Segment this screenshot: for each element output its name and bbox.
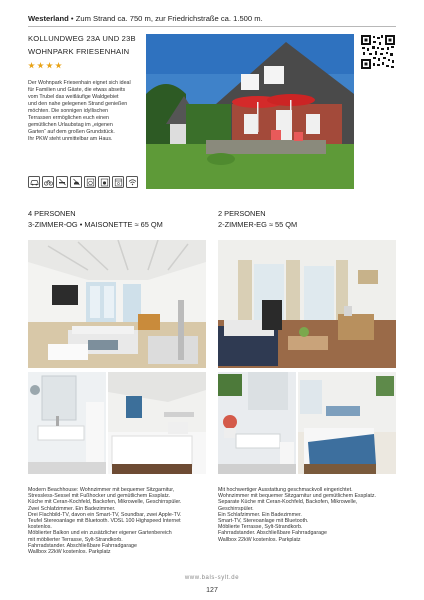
no-smoking-icon (56, 176, 68, 188)
apartment-2-description (218, 487, 406, 543)
description-line: Wallbox 22kW kostenlos. Parkplatz (28, 549, 111, 556)
apartment-2-rooms: 2-ZIMMER-EG ≈ 55 QM (218, 220, 298, 229)
page-header (28, 14, 396, 23)
apartment-1-persons: 4 PERSONEN (28, 209, 76, 218)
apartment-2-persons: 2 PERSONEN (218, 209, 266, 218)
header-divider (28, 26, 396, 27)
description-line: Separate Küche mit Ceran-Kochfeld, Backofen, Mikrowelle, (218, 499, 358, 506)
apartment-2-bathroom-photo (218, 372, 296, 474)
star-icon (55, 62, 62, 69)
house-exterior-photo (146, 34, 354, 189)
description-line: Ein Schlafzimmer. Ein Badezimmer. (218, 511, 302, 518)
description-line: Wallbox 22kW kostenlos. Parkplatz (218, 536, 301, 543)
intro-line: Garten“ auf dem großen Grundstück. (28, 129, 115, 135)
intro-line: und den nahe gelegenen Strand genießen (28, 101, 128, 107)
description-line: Teufel Stereoanlage mit Bluetooth. VDSL 100 Highspeed Internet (28, 518, 181, 525)
intro-line: Terrassen ermöglichen euch einen (28, 115, 109, 121)
description-line: Wohnzimmer mit bequemer Sitzgarnitur und gemütlichem Essplatz. (218, 493, 376, 500)
dryer-icon (98, 176, 110, 188)
no-pets-icon (70, 176, 82, 188)
intro-line: für Familien und Gäste, die etwas abseits (28, 87, 126, 93)
description-line: Zwei Schlafzimmer. Ein Badezimmer. (28, 505, 116, 512)
page-number: 127 (206, 587, 218, 594)
description-line: Stressless-Sessel mit Fußhocker und gemütlichem Essplatz. (28, 493, 171, 500)
apartment-1-living-room-photo (28, 240, 206, 368)
header-separator: • (70, 14, 74, 23)
property-intro (28, 80, 140, 143)
intro-line: möchten. Die sonnigen idyllischen (28, 108, 109, 114)
dishwasher-icon (112, 176, 124, 188)
description-line: Drei Flachbild-TV, davon ein Smart-TV, Soundbar, zwei Apple-TV. (28, 511, 182, 518)
description-line: kostenlos. (28, 524, 52, 531)
apartment-1-bathroom-photo (28, 372, 106, 474)
star-icon (37, 62, 44, 69)
description-line: Fahrradstander. Abschließbare Fahrradgarage (218, 530, 327, 537)
intro-line: vom Trubel das weitläufige Waldgebiet (28, 94, 119, 100)
description-line: Modern Beachhouse: Wohnzimmer mit bequemer Sitzgarnitur, (28, 487, 175, 493)
apartment-2-bedroom-photo (298, 372, 396, 474)
description-line: Geschirrspüler. (218, 505, 254, 512)
website-url[interactable]: www.bals-sylt.de (184, 575, 240, 581)
description-line: Fahrradstander. Abschließbare Fahrradgarage (28, 542, 137, 549)
description-line: Möblierte Terrasse, Sylt-Strandkorb. (218, 524, 303, 531)
intro-line: Ihr PKW steht unmittelbar am Haus. (28, 136, 113, 142)
distance-info: Zum Strand ca. 750 m, zur Friedrichstraße ca. 1.500 m. (75, 14, 263, 23)
washing-machine-icon (84, 176, 96, 188)
description-line: mit möblierter Terrasse, Sylt-Strandkorb. (28, 536, 123, 543)
description-line: Smart-TV, Stereoanlage mit Bluetooth. (218, 518, 309, 525)
qr-code (360, 34, 396, 70)
star-icon (28, 62, 35, 69)
intro-line: gemütlichen Urlaubstag im „eigenen (28, 122, 113, 128)
apartment-1-bedroom-photo (108, 372, 206, 474)
property-address: KOLLUNDWEG 23A UND 23B (28, 34, 136, 43)
star-icon (46, 62, 53, 69)
description-line: Mit hochwertiger Ausstattung geschmackvoll eingerichtet. (218, 487, 353, 493)
amenity-icons (28, 176, 138, 188)
intro-line: Der Wohnpark Friesenhain eignet sich ideal (28, 80, 131, 86)
apartment-1-rooms: 3-ZIMMER-OG • MAISONETTE ≈ 65 QM (28, 220, 163, 229)
property-name: WOHNPARK FRIESENHAIN (28, 47, 130, 56)
car-icon (28, 176, 40, 188)
apartment-2-living-room-photo (218, 240, 396, 368)
apartment-1-description (28, 487, 216, 555)
bicycle-icon (42, 176, 54, 188)
location-name: Westerland (28, 14, 69, 23)
description-line: Möblierter Balkon und ein zusätzlicher eigener Gartenbereich (28, 530, 172, 537)
wifi-icon (126, 176, 138, 188)
description-line: Küche mit Ceran-Kochfeld, Backofen, Mikrowelle, Geschirrspüler. (28, 499, 182, 506)
star-rating (28, 62, 62, 69)
